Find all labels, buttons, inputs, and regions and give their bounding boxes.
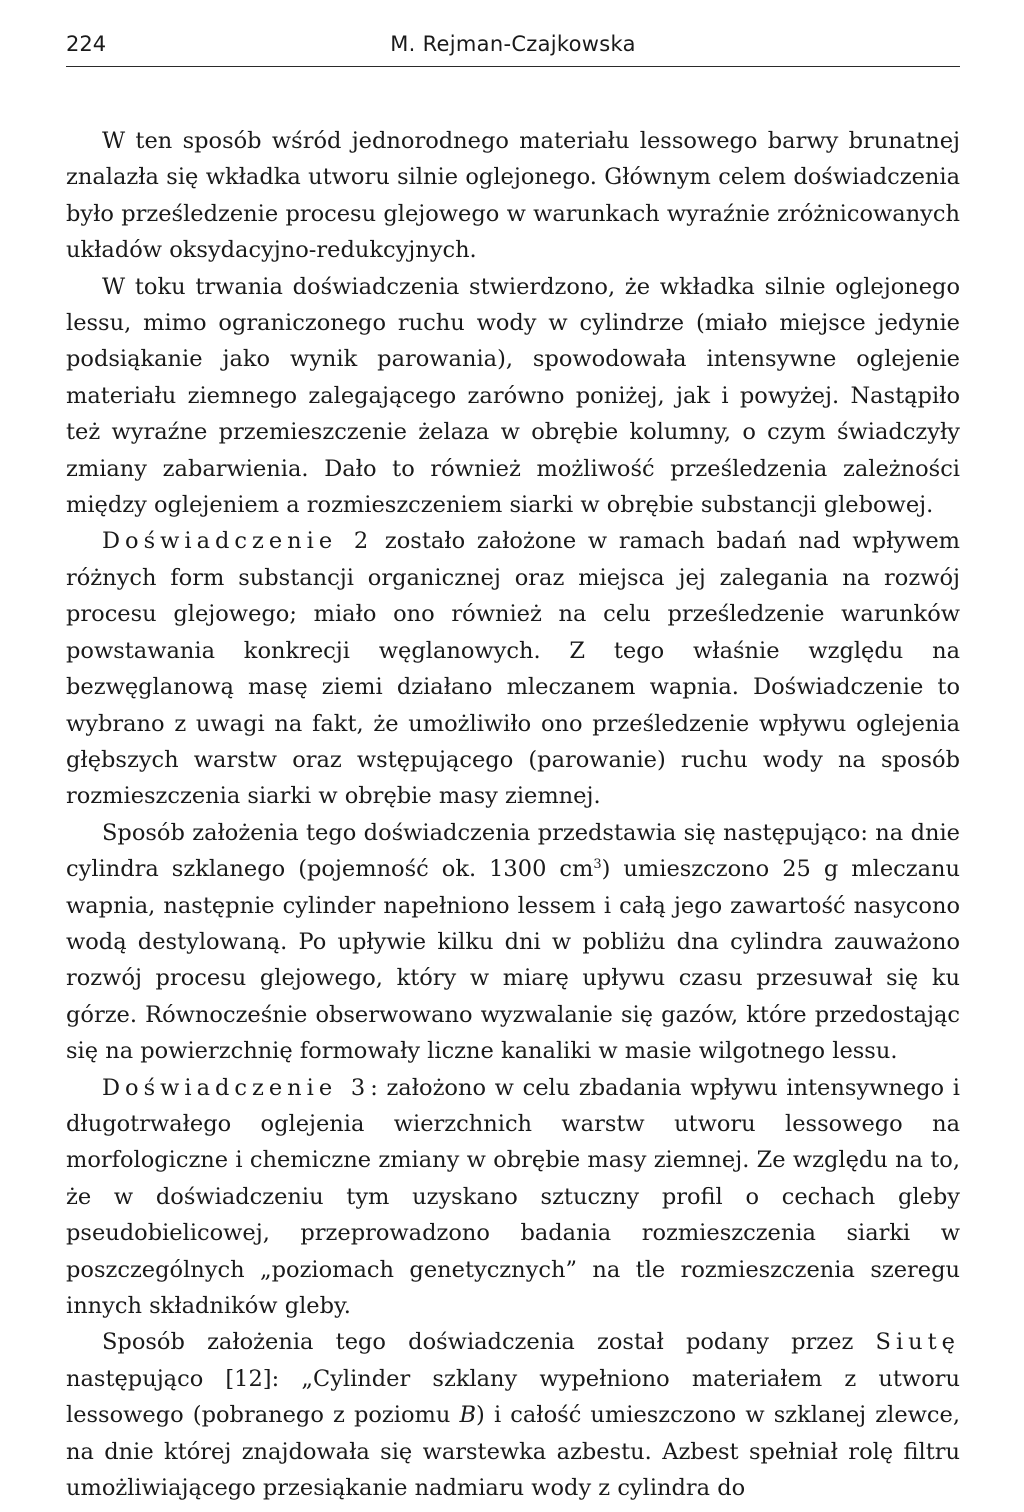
- paragraph-5: [66, 1070, 960, 1325]
- horizon-b: B: [459, 1402, 477, 1429]
- paragraph-6: [66, 1324, 960, 1506]
- running-head: M. Rejman-Czajkowska: [390, 32, 636, 56]
- paragraph-1: W ten sposób wśród jednorodnego materiału lessowego barwy brunatnej znalazła się wkładka utworu silnie oglejonego. Głównym celem doświadczenia było prześledzenie procesu glejowego w warunkach wyraźnie zróżnicowanych układów oksydacyjno-redukcyjnych.: [66, 128, 960, 264]
- paragraph-3: [66, 523, 960, 814]
- paragraph-4-text-a: Sposób założenia tego doświadczenia przedstawia się następująco: na dnie cylindra szklanego (pojemność ok. 1300 cm: [66, 819, 960, 883]
- author-name: Siutę: [875, 1329, 960, 1356]
- paragraph-2: W toku trwania doświadczenia stwierdzono, że wkładka silnie oglejonego lessu, mimo ograniczonego ruchu wody w cylindrze (miało miejsce jedynie podsiąkanie jako wynik parowania), spowodowała intensywne oglejenie materiału ziemnego zalegającego zarówno poniżej, jak i powyżej. Nastąpiło też wyraźne przemieszczenie żelaza w obrębie kolumny, o czym świadczyły zmiany zabarwienia. Dało to również możliwość prześledzenia zależności między oglejeniem a rozmieszczeniem siarki w obrębie substancji glebowej.: [66, 273, 960, 519]
- experiment-3-heading: Doświadczenie 3: [102, 1074, 371, 1101]
- experiment-2-heading: Doświadczenie 2: [102, 528, 374, 555]
- paragraph-6-text-b: następująco [12]: „Cylinder szklany wypełniono materiałem z utworu lessowego (pobranego z poziomu: [66, 1365, 960, 1429]
- paragraph-6-text-c: ) i całość umieszczono w szklanej zlewce, na dnie której znajdowała się warstewka azbestu. Azbest spełniał rolę filtru umożliwiającego przesiąkanie nadmiaru wody z cylindra do: [66, 1402, 960, 1502]
- document-page: [66, 30, 960, 1506]
- paragraph-4-text-b: ) umieszczono 25 g mleczanu wapnia, następnie cylinder napełniono lessem i całą jego zawartość nasycono wodą destylowaną. Po upływie kilku dni w pobliżu dna cylindra zauważono rozwój procesu glejowego, który w miarę upływu czasu przesuwał się ku górze. Równocześnie obserwowano wyzwalanie się gazów, które przedostając się na powierzchnię formowały liczne kanaliki w masie wilgotnego lessu.: [66, 856, 960, 1065]
- page-number: 224: [66, 32, 107, 56]
- page-header: [66, 30, 960, 67]
- paragraph-4: [66, 815, 960, 1070]
- paragraph-3-text: zostało założone w ramach badań nad wpływem różnych form substancji organicznej oraz miejsca jej zalegania na rozwój procesu glejowego; miało ono również na celu prześledzenie warunków powstawania konkrecji węglanowych. Z tego właśnie względu na bezwęglanową masę ziemi działano mleczanem wapnia. Doświadczenie to wybrano z uwagi na fakt, że umożliwiło ono prześledzenie wpływu oglejenia głębszych warstw oraz wstępującego (parowanie) ruchu wody na sposób rozmieszczenia siarki w obrębie masy ziemnej.: [66, 528, 960, 810]
- paragraph-6-text-a: Sposób założenia tego doświadczenia został podany przez: [102, 1329, 876, 1356]
- paragraph-5-text: : założono w celu zbadania wpływu intensywnego i długotrwałego oglejenia wierzchnich warstw utworu lessowego na morfologiczne i chemiczne zmiany w obrębie masy ziemnej. Ze względu na to, że w doświadczeniu tym uzyskano sztuczny profil o cechach gleby pseudobielicowej, przeprowadzono badania rozmieszczenia siarki w poszczególnych „poziomach genetycznych” na tle rozmieszczenia szeregu innych składników gleby.: [66, 1074, 960, 1319]
- body-text: [66, 123, 960, 1506]
- superscript-3: 3: [593, 857, 602, 873]
